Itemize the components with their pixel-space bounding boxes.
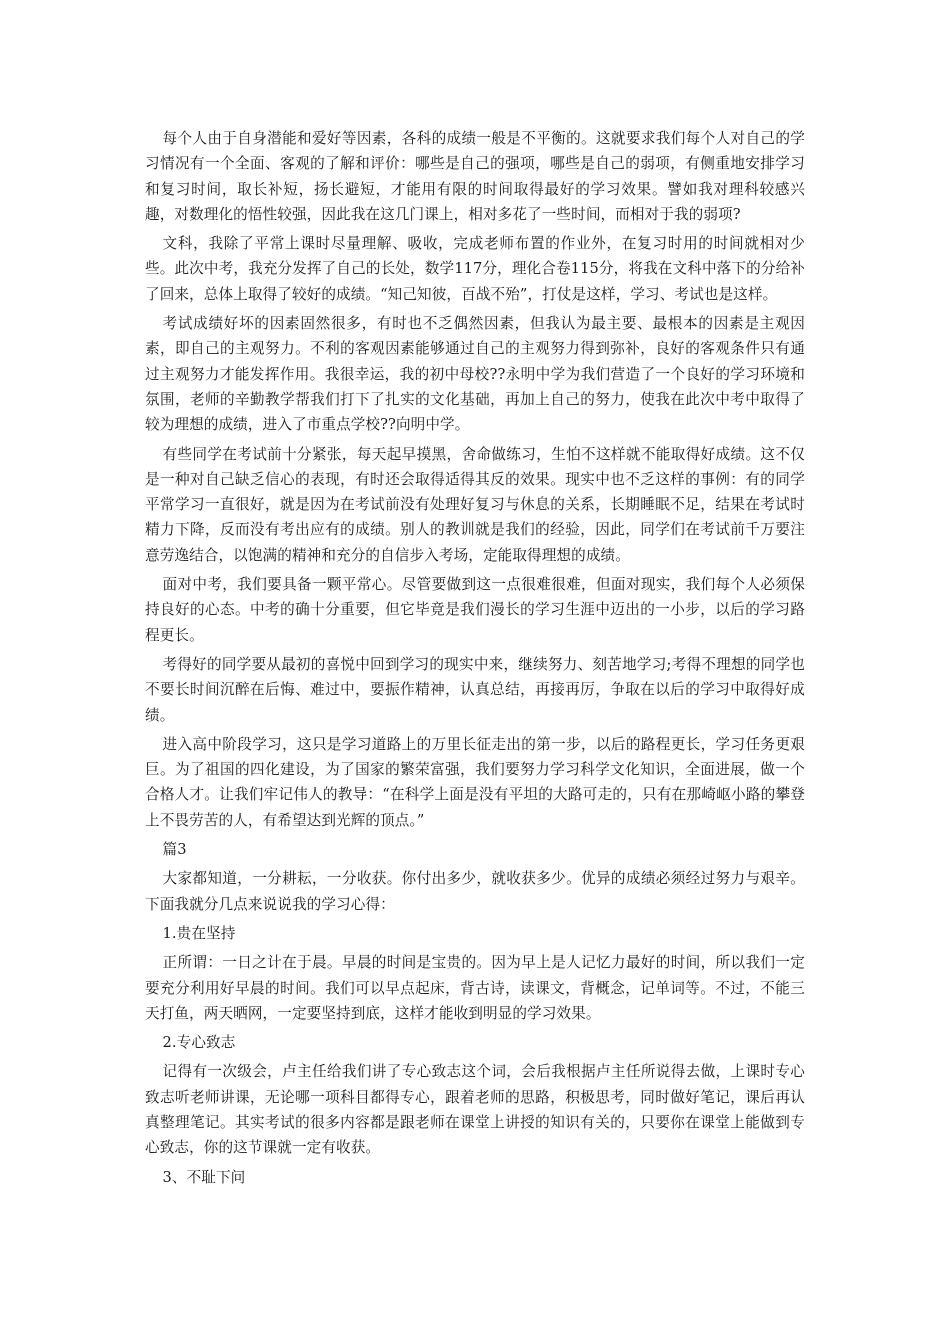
paragraph-9: 正所谓：一日之计在于晨。早晨的时间是宝贵的。因为早上是人记忆力最好的时间，所以我们一定要充分利用好早晨的时间。我们可以早点起床，背古诗，读课文，背概念，记单词等。不过，不能三天打鱼，两天晒网，一定要坚持到底，这样才能收到明显的学习效果。 [145, 954, 805, 1022]
document-body [145, 126, 805, 1194]
subheading-concentration: 2.专心致志 [162, 1034, 236, 1052]
paragraph-7: 进入高中阶段学习，这只是学习道路上的万里长征走出的第一步，以后的路程更长，学习任务更艰巨。为了祖国的四化建设，为了国家的繁荣富强，我们要努力学习科学文化知识，全面进展，做一个合格人才。让我们牢记伟人的教导：“在科学上面是没有平坦的大路可走的，只有在那崎岖小路的攀登上不畏劳苦的人，有希望达到光辉的顶点。” [145, 735, 805, 829]
paragraph-2: 文科，我除了平常上课时尽量理解、吸收，完成老师布置的作业外，在复习时用的时间就相对少些。此次中考，我充分发挥了自己的长处，数学117分，理化合卷115分，将我在文科中落下的分给补了回来，总体上取得了较好的成绩。“知己知彼，百战不殆”，打仗是这样，学习、考试也是这样。 [145, 235, 805, 303]
paragraph-1: 每个人由于自身潜能和爱好等因素，各科的成绩一般是不平衡的。这就要求我们每个人对自己的学习情况有一个全面、客观的了解和评价：哪些是自己的强项，哪些是自己的弱项，有侧重地安排学习和复习时间，取长补短，扬长避短，才能用有限的时间取得最好的学习效果。譬如我对理科较感兴趣，对数理化的悟性较强，因此我在这几门课上，相对多花了一些时间，而相对于我的弱项? [145, 130, 805, 223]
subheading-ask-questions: 3、不耻下问 [162, 1168, 246, 1186]
paragraph-10: 记得有一次级会，卢主任给我们讲了专心致志这个词，会后我根据卢主任所说得去做，上课时专心致志听老师讲课，无论哪一项科目都得专心，跟着老师的思路，积极思考，同时做好笔记，课后再认真整理笔记。其实考试的很多内容都是跟老师在课堂上讲授的知识有关的，只要你在课堂上能做到专心致志，你的这节课就一定有收获。 [145, 1063, 805, 1157]
paragraph-3: 考试成绩好坏的因素固然很多，有时也不乏偶然因素，但我认为最主要、最根本的因素是主观因素，即自己的主观努力。不利的客观因素能够通过自己的主观努力得到弥补，良好的客观条件只有通过主观努力才能发挥作用。我很幸运，我的初中母校??永明中学为我们营造了一个良好的学习环境和氛围，老师的辛勤教学帮我们打下了扎实的文化基础，再加上自己的努力，使我在此次中考中取得了较为理想的成绩，进入了市重点学校??向明中学。 [145, 315, 805, 434]
section-heading-pian3: 篇3 [162, 841, 187, 859]
paragraph-8: 大家都知道，一分耕耘，一分收获。你付出多少，就收获多少。优异的成绩必须经过努力与艰辛。下面我就分几点来说说我的学习心得： [145, 870, 805, 913]
subheading-persistence: 1.贵在坚持 [162, 924, 236, 942]
paragraph-6: 考得好的同学要从最初的喜悦中回到学习的现实中来，继续努力、刻苦地学习;考得不理想的同学也不要长时间沉醉在后悔、难过中，要振作精神，认真总结，再接再厉，争取在以后的学习中取得好成绩。 [145, 655, 805, 724]
paragraph-4: 有些同学在考试前十分紧张，每天起早摸黑，舍命做练习，生怕不这样就不能取得好成绩。这不仅是一种对自己缺乏信心的表现，有时还会取得适得其反的效果。现实中也不乏这样的事例：有的同学平常学习一直很好，就是因为在考试前没有处理好复习与休息的关系，长期睡眠不足，结果在考试时精力下降，反而没有考出应有的成绩。别人的教训就是我们的经验，因此，同学们在考试前千万要注意劳逸结合，以饱满的精神和充分的自信步入考场，定能取得理想的成绩。 [145, 445, 805, 564]
paragraph-5: 面对中考，我们要具备一颗平常心。尽管要做到这一点很难很难，但面对现实，我们每个人必须保持良好的心态。中考的确十分重要，但它毕竟是我们漫长的学习生涯中迈出的一小步，以后的学习路程更长。 [145, 576, 805, 644]
